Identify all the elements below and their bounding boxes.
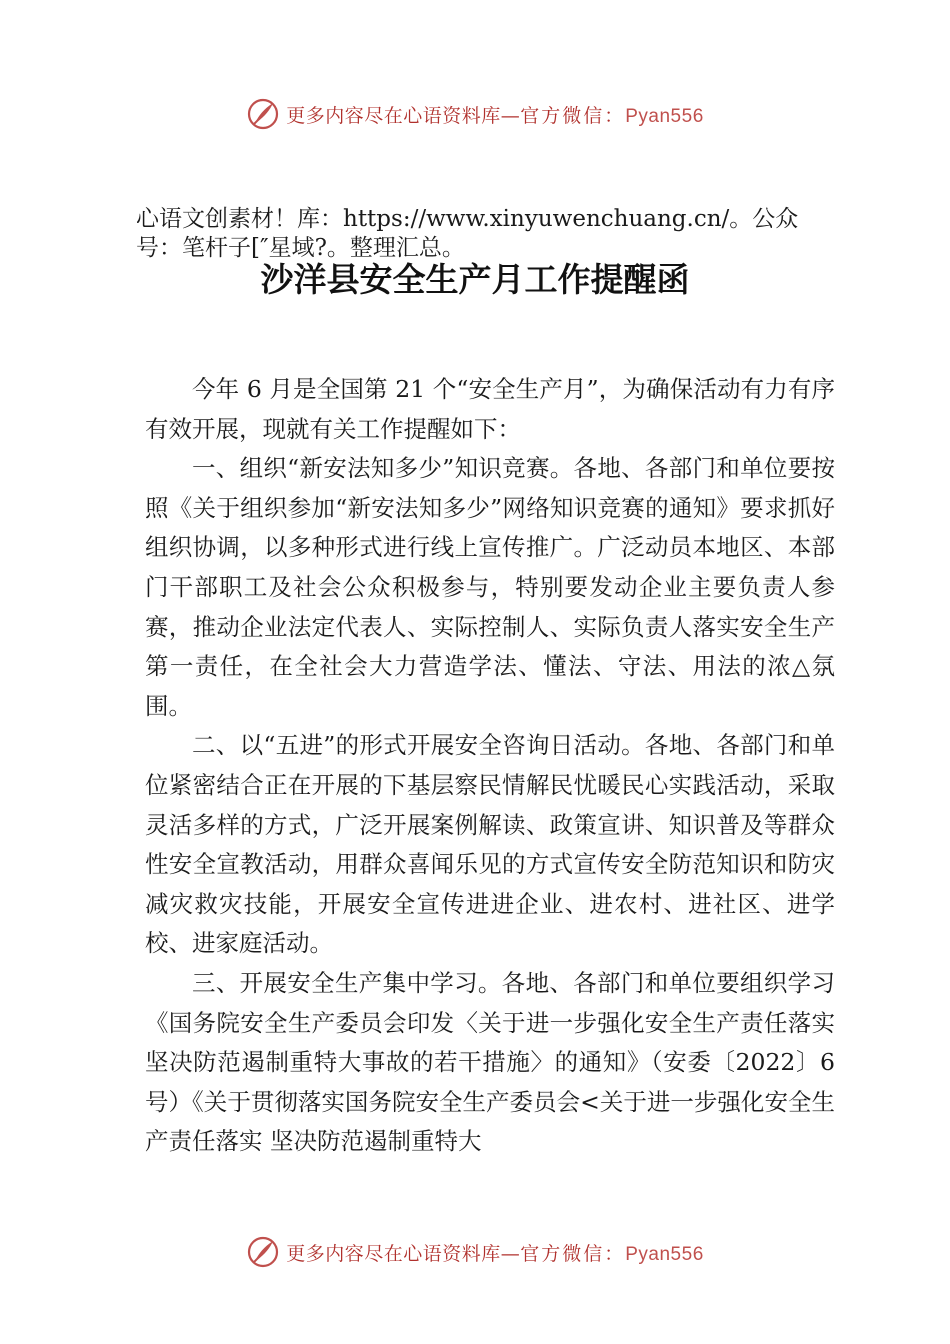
banner-wechat-id: Pyan556 xyxy=(625,1243,704,1265)
source-note: 心语文创素材！库：https://www.xinyuwenchuang.cn/。公众号：笔杆子[″星域?。整理汇总。 xyxy=(136,206,799,261)
banner-text xyxy=(286,101,704,128)
banner-site-text: 更多内容尽在心语资料库 xyxy=(286,1242,501,1265)
quill-logo-icon xyxy=(246,1235,280,1269)
banner-site-text: 更多内容尽在心语资料库 xyxy=(286,104,501,127)
banner-text xyxy=(286,1239,704,1266)
banner-dash: — xyxy=(500,1242,521,1265)
paragraph-2: 二、以“五进”的形式开展安全咨询日活动。各地、各部门和单位紧密结合正在开展的下基层察民情解民忧暖民心实践活动，采取灵活多样的方式，广泛开展案例解读、政策宣讲、知识普及等群众性安全宣教活动，用群众喜闻乐见的方式宣传安全防范知识和防灾减灾救灾技能，开展安全宣传进进企业、进农村、进社区、进学校、进家庭活动。 xyxy=(145,731,835,958)
paragraph-3: 三、开展安全生产集中学习。各地、各部门和单位要组织学习《国务院安全生产委员会印发〈关于进一步强化安全生产责任落实坚决防范遏制重特大事故的若干措施〉的通知》（安委〔2022〕6 号）《关于贯彻落实国务院安全生产委员会<关于进一步强化安全生产责任落实 坚决防范遏制重特大 xyxy=(145,968,835,1156)
footer-banner xyxy=(0,1232,950,1272)
banner-wechat-label: 官方微信： xyxy=(520,104,626,127)
header-banner xyxy=(0,94,950,134)
banner-wechat-id: Pyan556 xyxy=(625,105,704,127)
document-title: 沙洋县安全生产月工作提醒函 xyxy=(260,260,690,299)
document-body xyxy=(145,370,835,1162)
quill-logo-icon xyxy=(246,97,280,131)
paragraph-intro: 今年 6 月是全国第 21 个“安全生产月”，为确保活动有力有序有效开展，现就有关工作提醒如下： xyxy=(145,375,835,443)
banner-wechat-label: 官方微信： xyxy=(520,1242,626,1265)
paragraph-1: 一、组织“新安法知多少”知识竞赛。各地、各部门和单位要按照《关于组织参加“新安法知多少”网络知识竞赛的通知》要求抓好组织协调，以多种形式进行线上宣传推广。广泛动员本地区、本部门干部职工及社会公众积极参与，特别要发动企业主要负责人参赛，推动企业法定代表人、实际控制人、实际负责人落实安全生产第一责任，在全社会大力营造学法、懂法、守法、用法的浓△氛围。 xyxy=(145,454,835,720)
banner-dash: — xyxy=(500,104,521,127)
